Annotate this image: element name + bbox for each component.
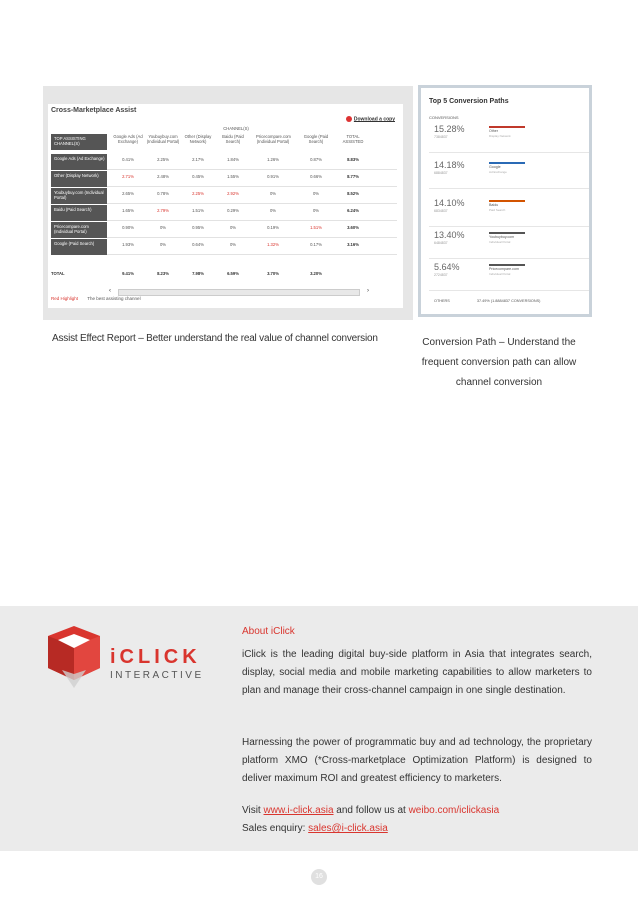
column-header: Other (Display Network) <box>184 134 212 144</box>
table-cell: 0.45% <box>192 174 204 179</box>
page-number: 16 <box>311 869 327 885</box>
table-cell: 0.90% <box>122 225 134 230</box>
about-contact <box>242 802 592 838</box>
path-label: Pricecompare.com <box>489 267 519 271</box>
path-sublabel: Paid Search <box>489 208 506 212</box>
total-cell: 8.23% <box>157 271 169 276</box>
column-header: Google Ads (Ad Exchange) <box>113 134 143 144</box>
table-cell: 1.51% <box>310 225 322 230</box>
table-cell: 0.41% <box>122 157 134 162</box>
table-cell: 2.25% <box>192 191 204 196</box>
path-arrow-line <box>489 200 525 202</box>
path-divider <box>429 290 589 291</box>
svg-text:INTERACTIVE: INTERACTIVE <box>110 670 204 681</box>
visit-pre: Visit <box>242 805 264 816</box>
table-cell: 0% <box>159 225 167 230</box>
path-percent: 14.18% <box>434 160 465 170</box>
report-legend <box>51 296 141 301</box>
logo-mark-icon <box>40 618 210 713</box>
row-divider <box>107 220 397 221</box>
path-percent: 14.10% <box>434 198 465 208</box>
about-paragraph-2: Harnessing the power of programmatic buy and ad technology, the proprietary platform XMO (*Cross-marketplace Optimization Platform) is designed to deliver maximum ROI and greatest efficiency to marketers. <box>242 737 592 784</box>
visit-mid: and follow us at <box>333 805 409 816</box>
about-paragraph-1: iClick is the leading digital buy-side platform in Asia that integrates search, display, social media and mobile marketing capabilities to allow marketers to plan and manage their cross-channel campaign in one single destination. <box>242 649 592 696</box>
table-cell: 8.83% <box>347 157 359 162</box>
svg-text:iCLICK: iCLICK <box>110 646 201 668</box>
report-card <box>48 104 403 308</box>
path-count: 6484837 <box>434 241 448 245</box>
top-assisting-header: TOP ASSISTING CHANNEL(S) <box>51 134 107 150</box>
path-arrow-line <box>489 232 525 234</box>
row-divider <box>107 203 397 204</box>
table-cell: 0% <box>269 208 277 213</box>
table-cell: 0.91% <box>267 174 279 179</box>
table-cell: 1.65% <box>122 208 134 213</box>
report-title: Cross-Marketplace Assist <box>51 107 137 114</box>
path-label: Youbuybuy.com <box>489 235 515 239</box>
table-cell: 2.17% <box>192 157 204 162</box>
table-cell: 0.64% <box>192 242 204 247</box>
table-cell: 1.84% <box>227 157 239 162</box>
website-link[interactable]: www.i-click.asia <box>263 805 334 816</box>
path-sublabel: Ad Exchange <box>489 170 507 174</box>
table-cell: 0.17% <box>310 242 322 247</box>
path-row <box>429 160 584 190</box>
table-cell: 0.66% <box>310 174 322 179</box>
total-cell: 3.20% <box>310 271 322 276</box>
table-cell: 3.60% <box>347 225 359 230</box>
scroll-right-icon[interactable]: › <box>367 288 369 294</box>
table-cell: 0% <box>312 191 320 196</box>
total-label: TOTAL <box>51 271 65 276</box>
table-cell: 0.95% <box>192 225 204 230</box>
download-link[interactable] <box>346 116 395 122</box>
row-label: Google (Paid Search) <box>51 239 107 255</box>
path-arrow-line <box>489 162 525 164</box>
table-cell: 2.79% <box>157 208 169 213</box>
total-cell: 9.41% <box>122 271 134 276</box>
path-row <box>429 262 584 292</box>
row-label: Youbuybuy.com (Individual Portal) <box>51 188 107 204</box>
table-cell: 2.25% <box>157 157 169 162</box>
path-row <box>429 198 584 228</box>
sales-email-link[interactable]: sales@i-click.asia <box>308 823 388 834</box>
table-cell: 0% <box>159 242 167 247</box>
channels-header: CHANNEL(S) <box>223 126 249 131</box>
path-divider <box>429 258 589 259</box>
paths-title: Top 5 Conversion Paths <box>429 98 509 105</box>
column-header: Pricecompare.com (Individual Portal) <box>256 134 291 144</box>
path-percent: 5.64% <box>434 262 460 272</box>
path-arrow-line <box>489 264 525 266</box>
table-cell: 0.87% <box>310 157 322 162</box>
table-cell: 3.16% <box>347 242 359 247</box>
path-divider <box>429 188 589 189</box>
path-label: Baidu <box>489 203 499 207</box>
paths-others <box>434 299 540 303</box>
path-sublabel: Individual Portal <box>489 272 511 276</box>
scroll-left-icon[interactable]: ‹ <box>109 288 111 294</box>
row-label: Baidu (Paid Search) <box>51 205 107 221</box>
row-divider <box>107 186 397 187</box>
visit-line <box>242 802 592 820</box>
table-cell: 2.48% <box>157 174 169 179</box>
assist-table <box>51 126 401 286</box>
legend-red: Red Highlight <box>51 296 79 301</box>
download-icon <box>346 116 352 122</box>
column-header: Google (Paid Search) <box>303 134 329 144</box>
row-label: Pricecompare.com (Individual Portal) <box>51 222 107 238</box>
assist-report-image <box>43 86 413 320</box>
path-arrow-line <box>489 126 525 128</box>
row-label: Other (Display Network) <box>51 171 107 187</box>
table-cell: 2.65% <box>122 191 134 196</box>
path-label: Google <box>489 165 501 169</box>
table-cell: 1.26% <box>267 157 279 162</box>
table-cell: 0% <box>229 225 237 230</box>
table-cell: 2.92% <box>227 191 239 196</box>
total-cell: 3.70% <box>267 271 279 276</box>
path-sublabel: Individual Portal <box>489 240 511 244</box>
caption-left: Assist Effect Report – Better understand the real value of channel conversion <box>52 333 378 344</box>
about-title: About iClick <box>242 626 295 637</box>
others-label: OTHERS <box>434 299 450 303</box>
path-count: 6884837 <box>434 171 448 175</box>
total-cell: 6.59% <box>227 271 239 276</box>
sales-pre: Sales enquiry: <box>242 823 309 834</box>
iclick-logo <box>40 618 210 713</box>
path-count: 7384837 <box>434 135 448 139</box>
table-cell: 0.78% <box>157 191 169 196</box>
row-divider <box>107 169 397 170</box>
conversion-paths-image <box>418 85 592 317</box>
table-scrollbar[interactable] <box>109 288 369 296</box>
path-row <box>429 124 584 154</box>
weibo-link[interactable]: weibo.com/iclickasia <box>408 805 500 816</box>
column-header: TOTAL ASSISTED <box>342 134 364 144</box>
column-header: Baidu (Paid Search) <box>222 134 244 144</box>
table-cell: 0% <box>229 242 237 247</box>
column-header: Youbuybuy.com (Individual Portal) <box>146 134 180 144</box>
table-cell: 0.19% <box>267 225 279 230</box>
path-count: 2724837 <box>434 273 448 277</box>
path-percent: 13.40% <box>434 230 465 240</box>
path-label: Other <box>489 129 498 133</box>
table-cell: 2.71% <box>122 174 134 179</box>
table-cell: 0.29% <box>227 208 239 213</box>
row-label: Google Ads (Ad Exchange) <box>51 154 107 170</box>
row-divider <box>107 237 397 238</box>
table-cell: 0% <box>269 191 277 196</box>
caption-right: Conversion Path – Understand the frequent conversion path can allow channel conversion <box>421 337 577 388</box>
sales-line <box>242 820 592 838</box>
table-cell: 1.51% <box>192 208 204 213</box>
paths-sub: CONVERSIONS <box>429 115 459 120</box>
legend-text: The best assisting channel <box>87 296 141 301</box>
path-divider <box>429 152 589 153</box>
table-cell: 1.55% <box>227 174 239 179</box>
table-cell: 1.93% <box>122 242 134 247</box>
table-cell: 0% <box>312 208 320 213</box>
path-percent: 15.28% <box>434 124 465 134</box>
path-divider <box>429 226 589 227</box>
path-row <box>429 230 584 260</box>
table-cell: 8.77% <box>347 174 359 179</box>
table-cell: 8.52% <box>347 191 359 196</box>
table-cell: 6.24% <box>347 208 359 213</box>
row-divider <box>107 254 397 255</box>
path-count: 6834837 <box>434 209 448 213</box>
table-cell: 1.32% <box>267 242 279 247</box>
download-label: Download a copy <box>353 116 395 123</box>
others-value: 37.49% (1.8884837 CONVERSIONS) <box>476 299 541 303</box>
total-cell: 7.98% <box>192 271 204 276</box>
path-sublabel: Display Network <box>489 134 511 138</box>
